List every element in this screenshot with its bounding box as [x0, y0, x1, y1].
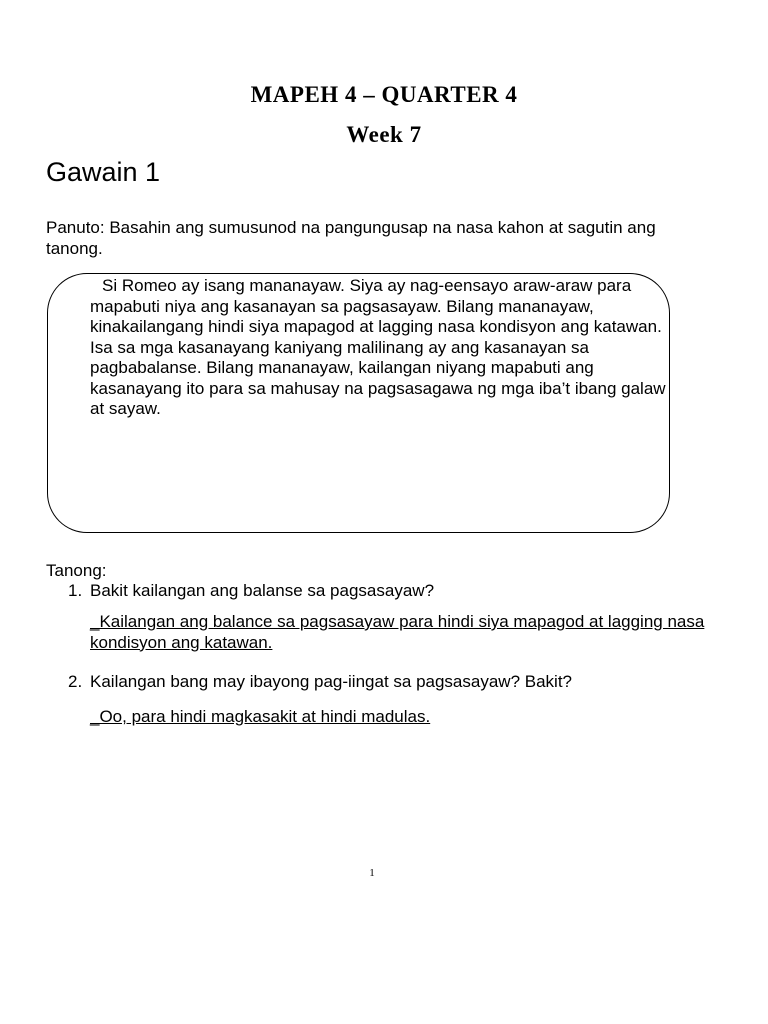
question-1-number: 1.	[68, 581, 83, 600]
question-2	[68, 672, 572, 692]
answer-1: _Kailangan ang balance sa pagsasayaw para hindi siya mapagod at lagging nasa kondisyon ang katawan.	[90, 612, 705, 652]
answer-2: _Oo, para hindi magkasakit at hindi madulas.	[90, 707, 431, 726]
question-2-number: 2.	[68, 672, 83, 691]
activity-heading: Gawain 1	[46, 157, 161, 187]
question-1-text: Bakit kailangan ang balanse sa pagsasayaw?	[90, 581, 435, 600]
week-label: Week 7	[346, 122, 422, 147]
questions-label: Tanong:	[46, 561, 107, 580]
question-1	[68, 581, 434, 601]
question-2-text: Kailangan bang may ibayong pag-iingat sa pagsasayaw? Bakit?	[90, 672, 572, 691]
passage-text: Si Romeo ay isang mananayaw. Siya ay nag-eensayo araw-araw para mapabuti niya ang kasanayan sa pagsasayaw. Bilang mananayaw, kinakailangang hindi siya mapagod at lagging nasa kondisyon ang katawan. Isa sa mga kasanayang kaniyang malilinang ay ang kasanayan sa pagbabalanse. Bilang mananayaw, kailangan niyang mapabuti ang kasanayang ito para sa mahusay na pagsasagawa ng mga iba’t ibang galaw at sayaw.	[90, 276, 666, 418]
page-number: 1	[369, 867, 375, 879]
instruction-text: Panuto: Basahin ang sumusunod na pangungusap na nasa kahon at sagutin ang tanong.	[46, 218, 656, 258]
document-title: MAPEH 4 – QUARTER 4	[250, 82, 518, 107]
